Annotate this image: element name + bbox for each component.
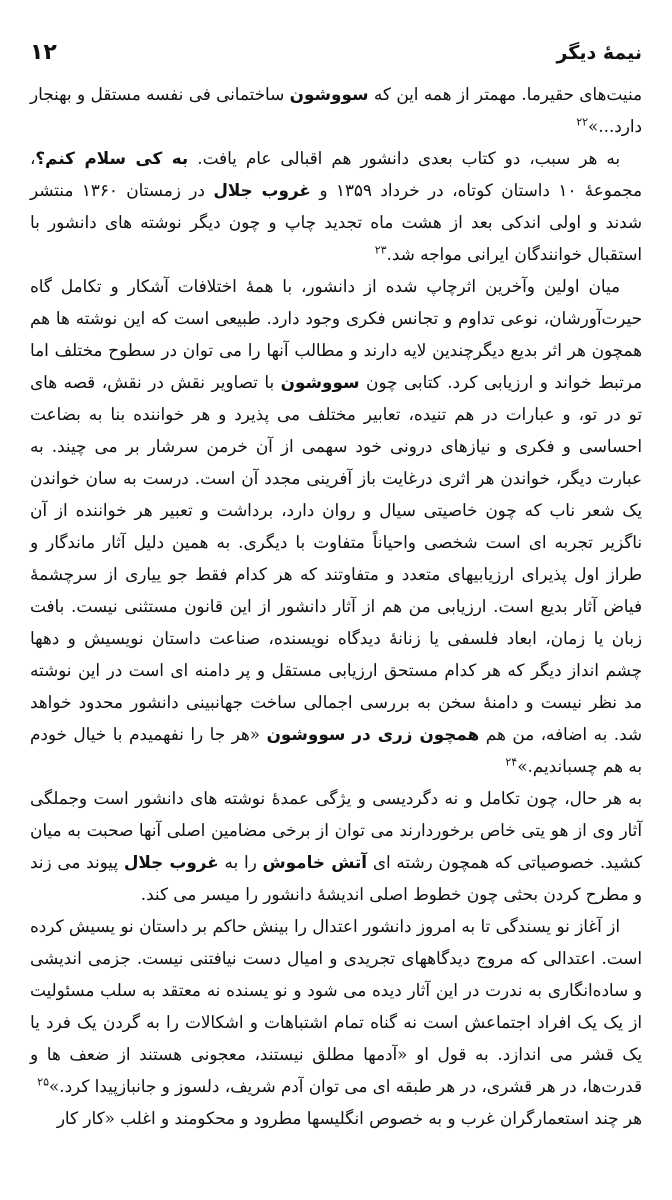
paragraph: منیت‌های حقیرما. مهمتر از همه این که سووشون ساختمانی فی نفسه مستقل و بهنجار دارد...»$^{۲۲}$	[30, 84, 642, 136]
book-page	[30, 40, 642, 1190]
bold-phrase: غروب جلال	[123, 852, 219, 872]
footnote-marker[interactable]: ۲۴	[505, 755, 518, 769]
paragraph: از آغاز نو یسندگی تا به امروز دانشور اعتدال را بینش حاکم بر داستان نو یسیش کرده است. اعتدالی که مروج دیدگاههای تجریدی و امیال دست نیافتنی نیست. جزمی اندیشی و ساده‌انگاری به ندرت در این آثار دیده می شود و نو یسنده نه معتقد به سلب مسئولیت از یک یک افراد اجتماعش است نه گناه تمام اشتباهات و اشکالات را به گردن یک فرد یا یک قشر می اندازد. به قول او «آدمها مطلق نیستند، معجونی هستند از ضعف ها و قدرت‌ها، در هر قشری، در هر طبقه ای می توان آدم شریف، دلسوز و جانبازپیدا کرد.»$^{۲۵}$	[30, 916, 642, 1096]
page-header	[30, 40, 642, 74]
footnote-marker[interactable]: ۲۳	[374, 243, 387, 257]
bold-phrase: سووشون	[280, 372, 360, 392]
footnote-marker[interactable]: ۲۵	[37, 1075, 49, 1089]
page-number: ۱۲	[30, 40, 57, 65]
bold-phrase: همچون زری در سووشون	[266, 724, 480, 744]
bold-phrase: به کی سلام کنم؟	[35, 148, 189, 168]
running-title: نیمهٔ دیگر	[556, 42, 642, 64]
bold-phrase: آتش خاموش	[262, 852, 368, 872]
footnote-marker[interactable]: ۲۲	[576, 115, 589, 129]
paragraph: به هر حال، چون تکامل و نه دگردیسی و یژگی عمدهٔ نوشته های دانشور است وجملگی آثار وی از هو یتی خاص برخوردارند می توان از برخی مضامین اصلی آنها صحبت به میان کشید. خصوصیاتی که همچون رشته ای آتش خاموش را به غروب جلال پیوند می زند و مطرح کردن بحثی چون خطوط اصلی اندیشهٔ دانشور را میسر می کند.	[30, 788, 642, 904]
paragraph: به هر سبب، دو کتاب بعدی دانشور هم اقبالی عام یافت. به کی سلام کنم؟، مجموعهٔ ۱۰ داستان کوتاه، در خرداد ۱۳۵۹ و غروب جلال در زمستان ۱۳۶۰ منتشر شدند و اولی اندکی بعد از هشت ماه تجدید چاپ و چون دیگر نوشته های دانشور با استقبال خوانندگان ایرانی مواجه شد.$^{۲۳}$	[30, 148, 642, 264]
paragraph: میان اولین وآخرین اثرچاپ شده از دانشور، با همهٔ اختلافات آشکار و تکامل گاه حیرت‌آورشان، نوعی تداوم و تجانس فکری وجود دارد. طبیعی است که این نوشته ها هم همچون هر اثر بدیع دیگرچندین لایه دارند و مطالب آنها را می توان در سطوح مختلف اما مرتبط خواند و ارزیابی کرد. کتابی چون سووشون با تصاویر نقش در نقش، قصه های تو در تو، و عبارات در هم تنیده، تعابیر مختلف می پذیرد و هر خواننده بنا به بضاعت احساسی و فکری و نیازهای درونی خود سهمی از آن خرمن سرشار بر می چیند. به عبارت دیگر، خواندن هر اثری درغایت باز آفرینی مجدد آن است. درست به سان خواندن یک شعر ناب که چون خاصیتی سیال و روان دارد، برداشت و تعبیر هر خواننده از آن ناگزیر تجربه ای است شخصی واحیاناً متفاوت با دیگری. به همین دلیل آثار ماندگار و طراز اول پذیرای ارزیابیهای متعدد و متفاوتند که هر کدام فقط جو ییاری از سرچشمهٔ فیاض آثار بدیع است. ارزیابی من هم از آثار دانشور از این قانون مستثنی نیست. بافت زبان یا زمان، ابعاد فلسفی یا زنانهٔ دیدگاه نویسنده، صناعت داستان نویسیش و دهها چشم انداز دیگر که هر کدام مستحق ارزیابی مستقل و پر دامنه ای است در این نوشته مد نظر نیست و دامنهٔ سخن به بررسی اجمالی ساخت جهانبینی دانشور محدود خواهد شد. به اضافه، من هم همچون زری در سووشون «هر جا را نفهمیدم با خیال خودم به هم چسباندیم.»$^{۲۴}$	[30, 276, 642, 776]
bold-phrase: سووشون	[289, 84, 369, 104]
body-text	[30, 78, 642, 1134]
paragraph: هر چند استعمارگران غرب و به خصوص انگلیسها مطرود و محکومند و اغلب «کار کار	[56, 1108, 642, 1128]
bold-phrase: غروب جلال	[213, 180, 311, 200]
